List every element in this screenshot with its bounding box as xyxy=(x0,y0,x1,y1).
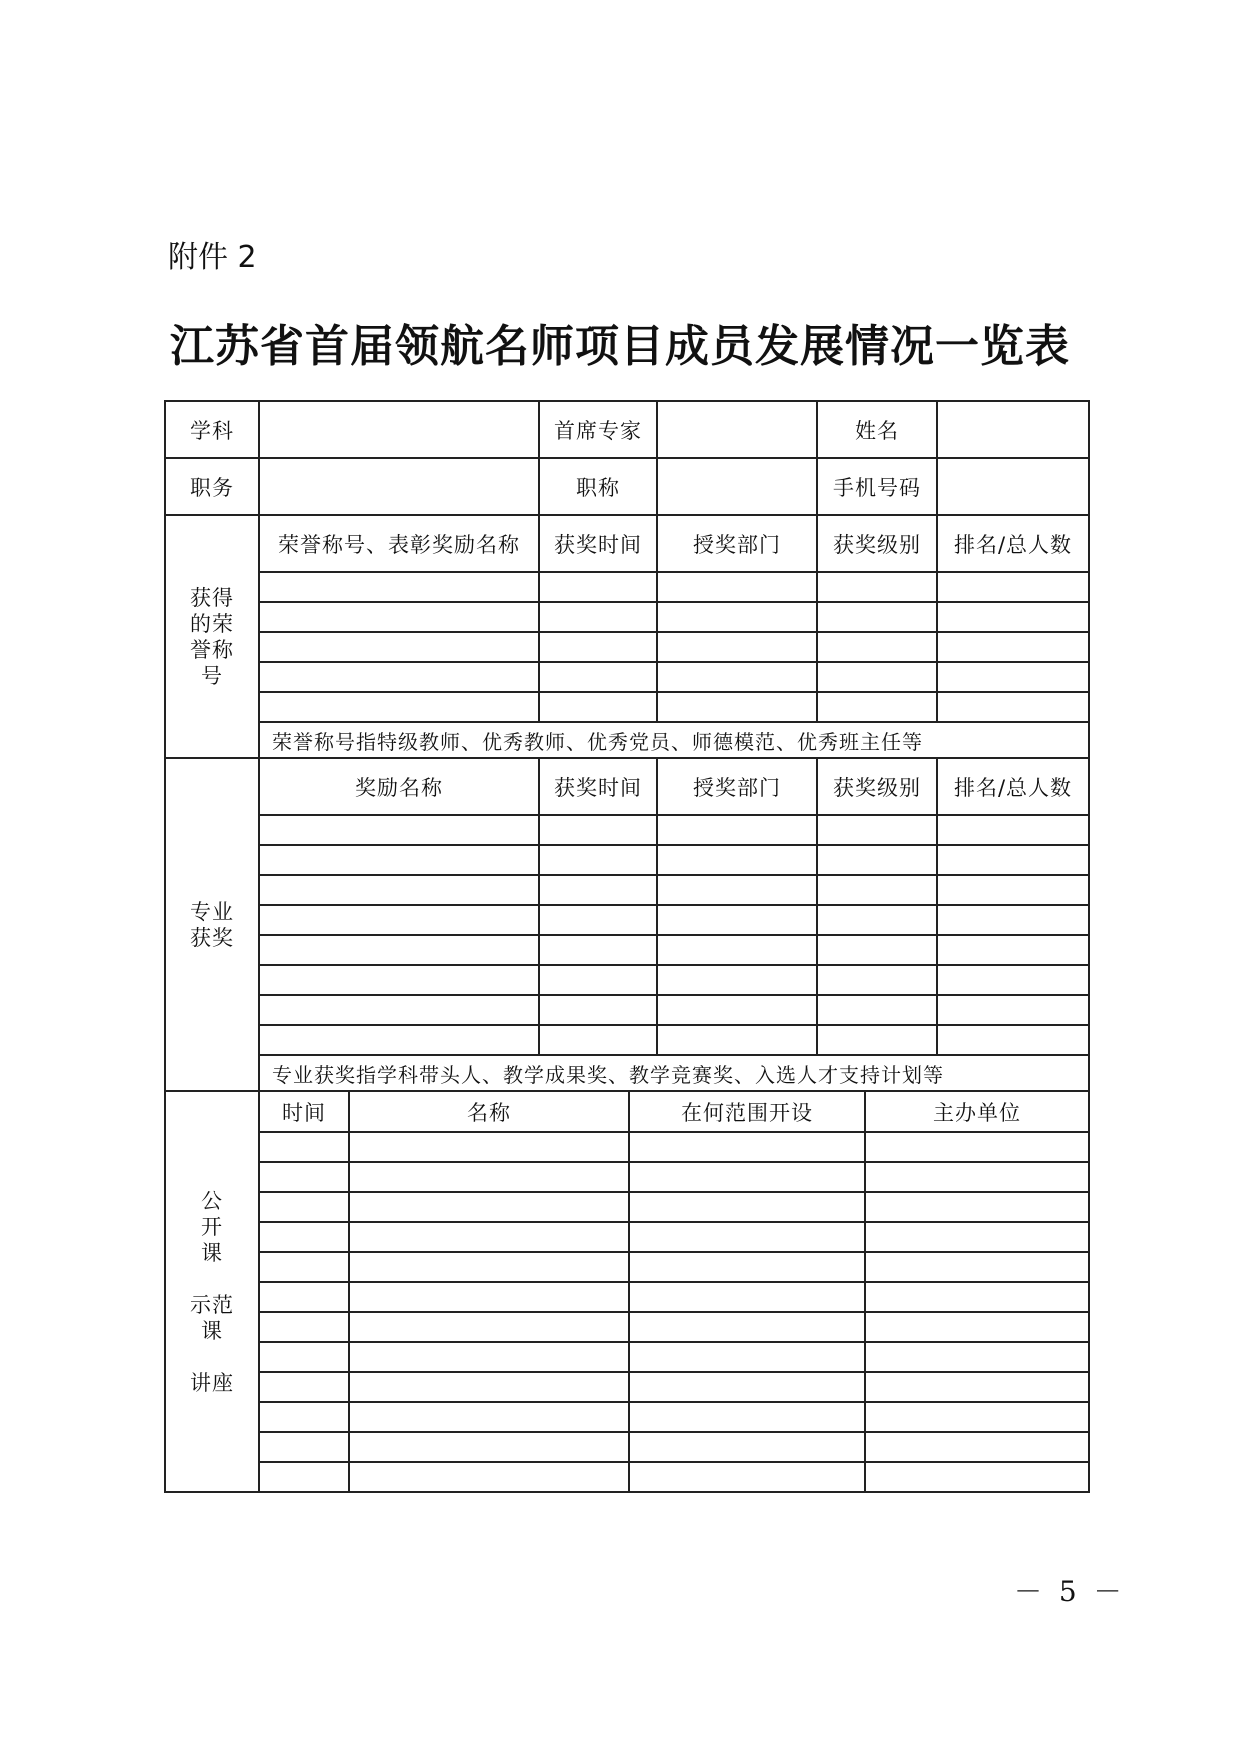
table-cell[interactable] xyxy=(259,1222,349,1252)
table-cell[interactable] xyxy=(259,1252,349,1282)
table-cell[interactable] xyxy=(865,1162,1089,1192)
table-cell[interactable] xyxy=(349,1312,629,1342)
table-cell[interactable] xyxy=(259,692,539,722)
table-cell[interactable] xyxy=(539,632,657,662)
table-cell[interactable] xyxy=(539,995,657,1025)
table-cell[interactable] xyxy=(937,995,1089,1025)
column-header: 荣誉称号、表彰奖励名称 xyxy=(259,515,539,572)
table-cell[interactable] xyxy=(259,662,539,692)
column-header: 获奖时间 xyxy=(539,758,657,815)
table-row xyxy=(165,1432,1089,1462)
table-cell[interactable] xyxy=(657,662,817,692)
table-cell[interactable] xyxy=(817,935,937,965)
chief-expert-label: 首席专家 xyxy=(539,401,657,458)
table-row xyxy=(165,905,1089,935)
table-cell[interactable] xyxy=(937,662,1089,692)
table-cell[interactable] xyxy=(539,845,657,875)
table-cell[interactable] xyxy=(817,995,937,1025)
professional-title-label: 职称 xyxy=(539,458,657,515)
table-row xyxy=(165,1222,1089,1252)
table-cell[interactable] xyxy=(657,875,817,905)
table-cell[interactable] xyxy=(937,572,1089,602)
table-cell[interactable] xyxy=(865,1372,1089,1402)
table-row xyxy=(165,1282,1089,1312)
table-row xyxy=(165,1312,1089,1342)
table-cell[interactable] xyxy=(539,692,657,722)
table-cell[interactable] xyxy=(349,1432,629,1462)
position-label: 职务 xyxy=(165,458,259,515)
table-cell[interactable] xyxy=(817,875,937,905)
column-header: 名称 xyxy=(349,1091,629,1132)
table-cell[interactable] xyxy=(629,1372,865,1402)
table-cell[interactable] xyxy=(259,1372,349,1402)
table-row xyxy=(165,1162,1089,1192)
table-cell[interactable] xyxy=(937,845,1089,875)
table-cell[interactable] xyxy=(539,662,657,692)
table-cell[interactable] xyxy=(817,602,937,632)
table-cell[interactable] xyxy=(657,905,817,935)
table-cell[interactable] xyxy=(259,1312,349,1342)
table-cell[interactable] xyxy=(629,1342,865,1372)
table-cell[interactable] xyxy=(259,875,539,905)
table-row xyxy=(165,1192,1089,1222)
table-row xyxy=(165,1372,1089,1402)
phone-label: 手机号码 xyxy=(817,458,937,515)
subject-label: 学科 xyxy=(165,401,259,458)
table-row xyxy=(165,935,1089,965)
column-header: 授奖部门 xyxy=(657,515,817,572)
table-cell[interactable] xyxy=(259,1132,349,1162)
table-row xyxy=(165,1342,1089,1372)
table-cell[interactable] xyxy=(259,965,539,995)
table-cell[interactable] xyxy=(539,875,657,905)
table-cell[interactable] xyxy=(937,632,1089,662)
name-field[interactable] xyxy=(937,401,1089,458)
table-cell[interactable] xyxy=(817,815,937,845)
table-row xyxy=(165,845,1089,875)
table-row xyxy=(165,572,1089,602)
table-cell[interactable] xyxy=(657,845,817,875)
table-row xyxy=(165,1252,1089,1282)
table-cell[interactable] xyxy=(349,1222,629,1252)
table-cell[interactable] xyxy=(817,662,937,692)
column-header: 时间 xyxy=(259,1091,349,1132)
table-cell[interactable] xyxy=(657,692,817,722)
table-row xyxy=(165,1025,1089,1055)
column-header: 在何范围开设 xyxy=(629,1091,865,1132)
table-cell[interactable] xyxy=(937,815,1089,845)
awards-note: 专业获奖指学科带头人、教学成果奖、教学竞赛奖、入选人才支持计划等 xyxy=(259,1055,1089,1091)
table-cell[interactable] xyxy=(259,845,539,875)
table-row xyxy=(165,1132,1089,1162)
table-cell[interactable] xyxy=(817,572,937,602)
table-cell[interactable] xyxy=(865,1462,1089,1492)
table-cell[interactable] xyxy=(629,1222,865,1252)
table-cell[interactable] xyxy=(817,692,937,722)
table-cell[interactable] xyxy=(865,1282,1089,1312)
table-cell[interactable] xyxy=(629,1282,865,1312)
table-cell[interactable] xyxy=(259,815,539,845)
table-cell[interactable] xyxy=(259,1402,349,1432)
note-row xyxy=(165,1055,1089,1091)
table-cell[interactable] xyxy=(259,632,539,662)
table-cell[interactable] xyxy=(259,1025,539,1055)
table-row xyxy=(165,1402,1089,1432)
table-cell[interactable] xyxy=(629,1432,865,1462)
subject-field[interactable] xyxy=(259,401,539,458)
table-cell[interactable] xyxy=(817,632,937,662)
table-cell[interactable] xyxy=(629,1462,865,1492)
chief-expert-field[interactable] xyxy=(657,401,817,458)
table-cell[interactable] xyxy=(539,905,657,935)
table-cell[interactable] xyxy=(349,1462,629,1492)
table-cell[interactable] xyxy=(657,602,817,632)
table-row xyxy=(165,965,1089,995)
lectures-section-label: 公 开 课 示范 课 讲座 xyxy=(165,1091,259,1492)
table-cell[interactable] xyxy=(937,692,1089,722)
table-cell[interactable] xyxy=(937,965,1089,995)
table-cell[interactable] xyxy=(349,1192,629,1222)
lectures-table xyxy=(164,1090,1090,1493)
table-cell[interactable] xyxy=(817,845,937,875)
table-cell[interactable] xyxy=(865,1192,1089,1222)
awards-section-label: 专业 获奖 xyxy=(165,758,259,1091)
table-cell[interactable] xyxy=(349,1282,629,1312)
table-row xyxy=(165,815,1089,845)
professional-title-field[interactable] xyxy=(657,458,817,515)
table-cell[interactable] xyxy=(349,1252,629,1282)
table-cell[interactable] xyxy=(937,1025,1089,1055)
awards-table xyxy=(164,757,1090,1092)
table-cell[interactable] xyxy=(629,1402,865,1432)
table-cell[interactable] xyxy=(865,1252,1089,1282)
table-cell[interactable] xyxy=(937,905,1089,935)
table-cell[interactable] xyxy=(657,632,817,662)
table-cell[interactable] xyxy=(539,1025,657,1055)
column-header: 获奖级别 xyxy=(817,758,937,815)
table-cell[interactable] xyxy=(937,875,1089,905)
table-cell[interactable] xyxy=(259,935,539,965)
table-cell[interactable] xyxy=(629,1192,865,1222)
page-number: － 5 － xyxy=(1014,1575,1126,1608)
column-header: 主办单位 xyxy=(865,1091,1089,1132)
honors-note: 荣誉称号指特级教师、优秀教师、优秀党员、师德模范、优秀班主任等 xyxy=(259,722,1089,758)
info-row xyxy=(165,401,1089,458)
table-cell[interactable] xyxy=(657,935,817,965)
table-header-row xyxy=(165,1091,1089,1132)
table-cell[interactable] xyxy=(259,1432,349,1462)
table-cell[interactable] xyxy=(817,965,937,995)
column-header: 获奖级别 xyxy=(817,515,937,572)
table-cell[interactable] xyxy=(629,1132,865,1162)
table-cell[interactable] xyxy=(349,1162,629,1192)
table-cell[interactable] xyxy=(259,1342,349,1372)
honors-section-label: 获得 的荣 誉称 号 xyxy=(165,515,259,758)
table-cell[interactable] xyxy=(629,1252,865,1282)
table-cell[interactable] xyxy=(657,995,817,1025)
attachment-label: 附件 2 xyxy=(168,240,257,275)
table-header-row xyxy=(165,758,1089,815)
table-cell[interactable] xyxy=(259,1192,349,1222)
table-row xyxy=(165,692,1089,722)
table-cell[interactable] xyxy=(349,1342,629,1372)
table-cell[interactable] xyxy=(259,1162,349,1192)
table-row xyxy=(165,632,1089,662)
table-cell[interactable] xyxy=(539,815,657,845)
page-title: 江苏省首届领航名师项目成员发展情况一览表 xyxy=(170,321,1070,372)
honors-table xyxy=(164,514,1090,759)
table-cell[interactable] xyxy=(259,905,539,935)
column-header: 授奖部门 xyxy=(657,758,817,815)
table-cell[interactable] xyxy=(657,572,817,602)
table-cell[interactable] xyxy=(817,905,937,935)
table-cell[interactable] xyxy=(259,1462,349,1492)
form-table xyxy=(164,400,1088,1493)
table-cell[interactable] xyxy=(865,1312,1089,1342)
info-table xyxy=(164,400,1090,516)
table-cell[interactable] xyxy=(349,1402,629,1432)
table-cell[interactable] xyxy=(937,602,1089,632)
table-cell[interactable] xyxy=(539,965,657,995)
table-cell[interactable] xyxy=(349,1372,629,1402)
column-header: 排名/总人数 xyxy=(937,758,1089,815)
table-cell[interactable] xyxy=(937,935,1089,965)
table-cell[interactable] xyxy=(259,572,539,602)
table-cell[interactable] xyxy=(817,1025,937,1055)
info-row xyxy=(165,458,1089,515)
column-header: 奖励名称 xyxy=(259,758,539,815)
table-cell[interactable] xyxy=(629,1162,865,1192)
table-cell[interactable] xyxy=(259,1282,349,1312)
table-row xyxy=(165,875,1089,905)
table-row xyxy=(165,995,1089,1025)
table-cell[interactable] xyxy=(539,935,657,965)
note-row xyxy=(165,722,1089,758)
table-row xyxy=(165,1462,1089,1492)
table-cell[interactable] xyxy=(349,1132,629,1162)
table-cell[interactable] xyxy=(259,995,539,1025)
table-cell[interactable] xyxy=(539,572,657,602)
table-row xyxy=(165,662,1089,692)
table-cell[interactable] xyxy=(865,1132,1089,1162)
position-field[interactable] xyxy=(259,458,539,515)
column-header: 排名/总人数 xyxy=(937,515,1089,572)
table-cell[interactable] xyxy=(865,1342,1089,1372)
table-cell[interactable] xyxy=(259,602,539,632)
column-header: 获奖时间 xyxy=(539,515,657,572)
table-cell[interactable] xyxy=(657,815,817,845)
table-header-row xyxy=(165,515,1089,572)
table-cell[interactable] xyxy=(539,602,657,632)
table-cell[interactable] xyxy=(657,965,817,995)
table-cell[interactable] xyxy=(629,1312,865,1342)
table-cell[interactable] xyxy=(865,1402,1089,1432)
table-row xyxy=(165,602,1089,632)
table-cell[interactable] xyxy=(657,1025,817,1055)
phone-field[interactable] xyxy=(937,458,1089,515)
table-cell[interactable] xyxy=(865,1432,1089,1462)
name-label: 姓名 xyxy=(817,401,937,458)
table-cell[interactable] xyxy=(865,1222,1089,1252)
